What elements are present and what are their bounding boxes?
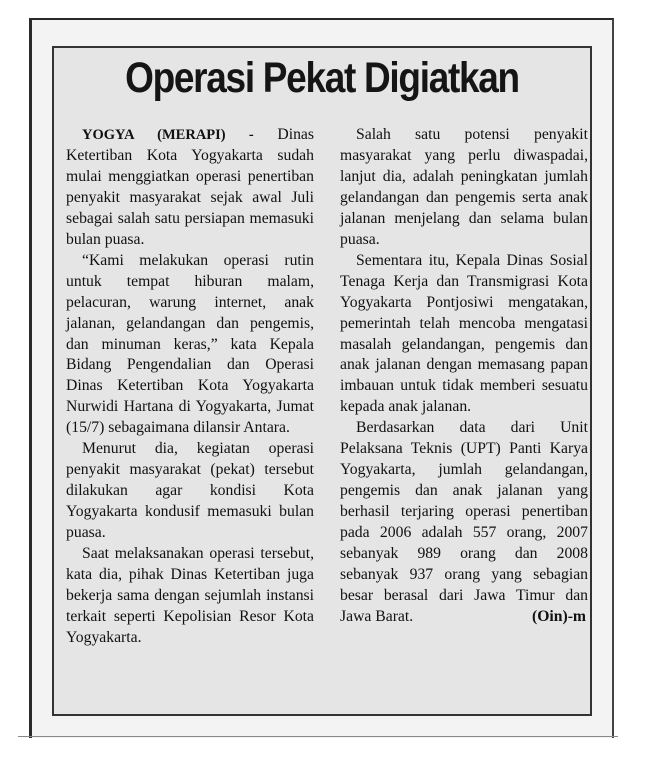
article-paragraph: Saat melaksanakan operasi tersebut, kata dia, pihak Dinas Ketertiban juga bekerja sama dengan sejumlah instansi terkait seperti Kepolisian Resor Kota Yogyakarta. xyxy=(66,545,314,646)
article-paragraph: Sementara itu, Kepala Dinas Sosial Tenaga Kerja dan Transmigrasi Kota Yogyakarta Pontjosiwi mengatakan, pemerintah telah mencoba mengatasi masalah gelandangan, pengemis dan anak jalanan dengan memasang papan imbauan untuk tidak memberi sesuatu kepada anak jalanan. xyxy=(340,251,588,416)
author-signature: (Oin)-m xyxy=(531,607,586,625)
article-paragraph xyxy=(66,125,314,251)
article-paragraph: Menurut dia, kegiatan operasi penyakit masyarakat (pekat) tersebut dilakukan agar kondisi Kota Yogyakarta kondusif memasuki bulan puasa. xyxy=(66,440,314,542)
article-frame xyxy=(52,46,592,716)
article-paragraph: “Kami melakukan operasi rutin untuk tempat hiburan malam, pelacuran, warung internet, anak jalanan, gelandangan dan pengemis, dan minuman keras,” kata Kepala Bidang Pengendalian dan Operasi Dinas Ketertiban Kota Yogyakarta Nurwidi Hartana di Yogyakarta, Jumat (15/7) sebagaimana dilansir Antara. xyxy=(66,251,314,437)
paragraph-text: Berdasarkan data dari Unit Pelaksana Teknis (UPT) Panti Karya Yogyakarta, jumlah gelandangan, pengemis dan anak jalanan yang berhasil terjaring operasi penertiban pada 2006 adalah 557 orang, 2007 sebanyak 989 orang dan 2008 sebanyak 937 orang yang sebagian besar berasal dari Jawa Timur dan Jawa Barat. xyxy=(340,419,588,625)
dateline: YOGYA (MERAPI) - xyxy=(82,127,254,143)
article-paragraph: Salah satu potensi penyakit masyarakat yang perlu diwaspadai, lanjut dia, adalah peningkatan jumlah gelandangan dan pengemis serta anak jalanan menjelang dan selama bulan puasa. xyxy=(340,126,588,248)
paragraph-text: Dinas Ketertiban Kota Yogyakarta sudah mulai menggiatkan operasi penertiban penyakit masyarakat sejak awal Juli sebagai salah satu persiapan memasuki bulan puasa. xyxy=(66,126,314,248)
article-column-right xyxy=(340,125,588,628)
article-paragraph xyxy=(340,418,588,628)
article-headline: Operasi Pekat Digiatkan xyxy=(125,54,519,102)
scan-edge-line xyxy=(18,736,618,737)
article-column-left xyxy=(66,125,314,649)
